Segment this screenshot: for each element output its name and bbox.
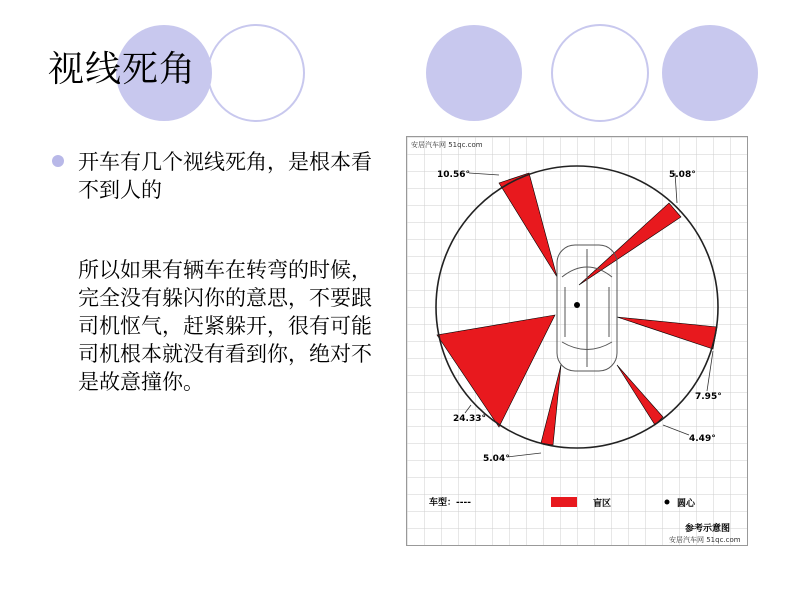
legend-center-label: 圆心: [677, 499, 696, 509]
angle-label-right-lower: 7.95°: [695, 392, 722, 402]
watermark-bottom: 安居汽车网 51qc.com: [669, 536, 741, 544]
diagram-caption: 参考示意图: [685, 524, 731, 534]
legend-car-model: 车型：----: [429, 498, 471, 508]
watermark-top: 安居汽车网 51qc.com: [411, 141, 483, 149]
slide-title: 视线死角: [48, 49, 197, 90]
legend-blind-zone-label: 盲区: [593, 499, 612, 509]
legend-center-dot-icon: [665, 500, 670, 505]
paragraph-blind-spots: 开车有几个视线死角，是根本看不到人的: [78, 150, 372, 202]
angle-label-top-left: 10.56°: [437, 170, 470, 180]
legend-blind-zone-swatch: [551, 497, 577, 507]
angle-label-bottom-right: 4.49°: [689, 434, 716, 444]
angle-label-bottom-left: 5.04°: [483, 454, 510, 464]
angle-label-top-right: 5.08°: [669, 170, 696, 180]
blind-spot-diagram: [406, 136, 748, 546]
angle-label-left: 24.33°: [453, 414, 486, 424]
paragraph-advice: 所以如果有辆车在转弯的时候，完全没有躲闪你的意思，不要跟司机怄气，赶紧躲开，很有可能司机根本就没有看到你，绝对不是故意撞你。: [78, 258, 372, 394]
bullet-icon: [52, 155, 64, 167]
center-point-icon: [574, 302, 580, 308]
